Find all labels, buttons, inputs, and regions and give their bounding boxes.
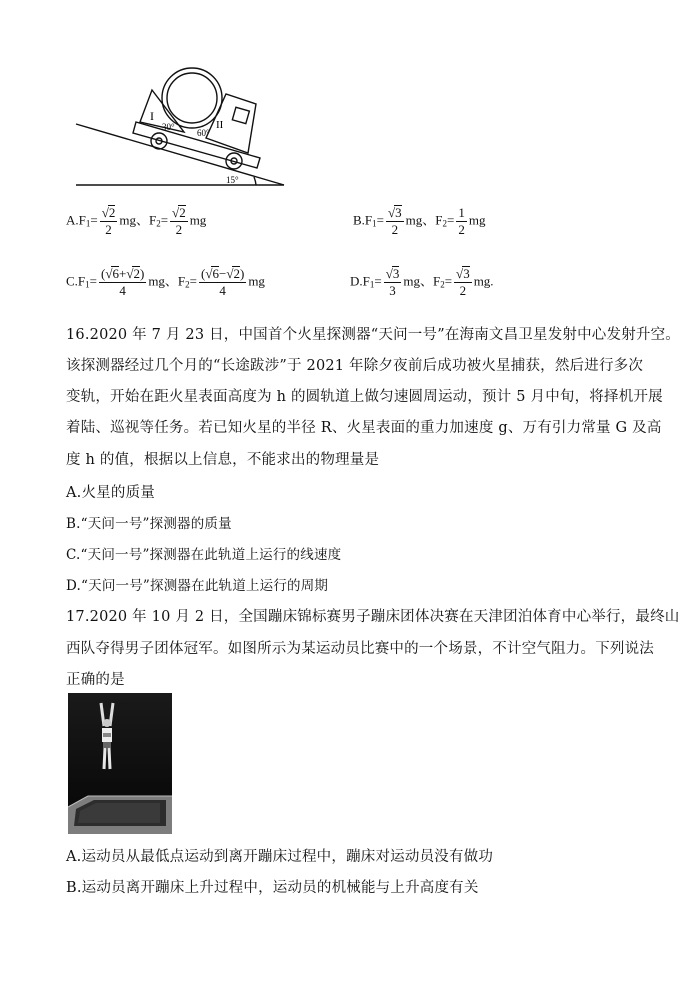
q17-line-1: 17.2020 年 10 月 2 日，全国蹦床锦标赛男子蹦床团体决赛在天津团泊体育中心举行，最终山 <box>66 609 680 625</box>
q17-line-2: 西队夺得男子团体冠军。如图所示为某运动员比赛中的一个场景，不计空气阻力。下列说法 <box>66 641 654 657</box>
q16-line-5: 度 h 的值，根据以上信息，不能求出的物理量是 <box>66 452 380 468</box>
q16-line-2: 该探测器经过几个月的“长途跋涉”于 2021 年除夕夜前后成功被火星捕获，然后进行多次 <box>66 358 644 374</box>
angle-60-label: 60° <box>197 128 210 138</box>
q16-line-3: 变轨，开始在距火星表面高度为 h 的圆轨道上做匀速圆周运动，预计 5 月中旬，将择机开展 <box>66 389 663 405</box>
q16-option-A: A.火星的质量 <box>66 485 155 501</box>
option-15-C: $C.F_1=$ $\frac{(√6+√2)}{4}$ mg、$F_2=$ $\frac{(√6-√2)}{4}$ mg <box>66 266 265 298</box>
label-II: II <box>216 119 224 131</box>
q17-option-B: B.运动员离开蹦床上升过程中，运动员的机械能与上升高度有关 <box>66 880 479 896</box>
option-15-D: $D.F_1=$ $\frac{√3}{3}$ mg、$F_2=$ $\frac{√3}{2}$ mg. <box>350 266 494 298</box>
label-I: I <box>150 109 154 123</box>
q16-option-B: B.“天问一号”探测器的质量 <box>66 516 232 532</box>
angle-15-label: 15° <box>226 175 239 185</box>
q16-option-C: C.“天问一号”探测器在此轨道上运行的线速度 <box>66 547 342 563</box>
cylinder-inner <box>167 73 217 123</box>
q16-option-D: D.“天问一号”探测器在此轨道上运行的周期 <box>66 578 329 594</box>
q17-option-A: A.运动员从最低点运动到离开蹦床过程中，蹦床对运动员没有做功 <box>66 849 494 865</box>
option-15-B: $B.F_1=$ $\frac{√3}{2}$ mg、$F_2=$ $\frac{1}{2}$ mg <box>353 205 486 237</box>
q16-line-1: 16.2020 年 7 月 23 日，中国首个火星探测器“天问一号”在海南文昌卫星发射中心发射升空。 <box>66 327 681 343</box>
trampoline-photo <box>68 693 172 834</box>
incline-surface <box>76 124 284 185</box>
trampoline-bed <box>68 796 172 834</box>
cylinder-outer <box>162 68 222 128</box>
angle-30-label: 30° <box>162 122 175 132</box>
q16-line-4: 着陆、巡视等任务。若已知火星的半径 R、火星表面的重力加速度 g、万有引力常量 G 及高 <box>66 420 662 436</box>
option-15-A: $A.F_1=$ $\frac{√2}{2}$ mg、$F_2=$ $\frac{√2}{2}$ mg <box>66 205 207 237</box>
q17-line-3: 正确的是 <box>66 672 125 688</box>
incline-diagram <box>66 64 296 190</box>
